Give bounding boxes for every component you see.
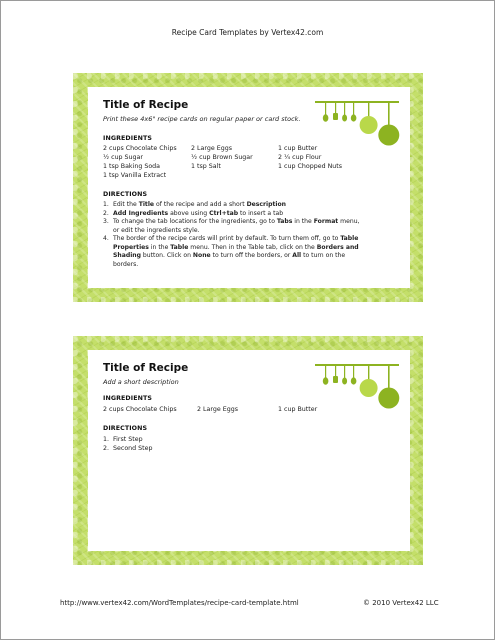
direction-step-1[interactable]: 1. Edit the Title of the recipe and add a short Description <box>103 201 286 208</box>
directions-list <box>103 201 365 269</box>
direction-text-run: To change the tab locations for the ingredients, go to <box>113 218 277 225</box>
direction-text-run: button. Click on <box>141 252 193 259</box>
ingredient-item[interactable]: 2 Large Eggs <box>191 145 232 152</box>
footer-copyright: © 2010 Vertex42 LLC <box>363 599 439 607</box>
recipe-title[interactable]: Title of Recipe <box>103 362 189 374</box>
hanging-utensils-icon <box>313 360 401 420</box>
recipe-card-2 <box>73 336 423 565</box>
footer-url-link[interactable]: http://www.vertex42.com/WordTemplates/recipe-card-template.html <box>60 599 299 607</box>
direction-text-run: Title <box>138 201 155 208</box>
direction-step-3[interactable]: 3. To change the tab locations for the ingredients, go to Tabs in the Format menu, or edit the ingredients style. <box>103 218 360 234</box>
ingredient-item[interactable]: 2 cups Chocolate Chips <box>103 145 177 152</box>
direction-step-4[interactable]: 4. The border of the recipe cards will print by default. To turn them off, go to Table Properties in the Table menu. Then in the Table tab, click on the Borders and Shading button. Click on None to turn off the borders, or All to turn on the borders. <box>103 235 359 268</box>
direction-text-run: Table Properties <box>113 235 359 251</box>
ingredient-item[interactable]: 1 cup Butter <box>278 145 318 152</box>
direction-text-run: to insert a tab <box>238 209 284 217</box>
recipe-description[interactable]: Print these 4x6" recipe cards on regular paper or card stock. <box>103 115 301 123</box>
direction-text-run: The border of the recipe cards will print by default. To turn them off, go to <box>113 235 341 242</box>
ingredients-heading: INGREDIENTS <box>103 395 153 402</box>
direction-text-run: None <box>192 252 211 259</box>
hanging-utensils-icon <box>313 97 401 157</box>
direction-text-run: Ingredients <box>128 209 169 217</box>
recipe-card-1 <box>73 73 423 302</box>
ingredient-item[interactable]: 1 cup Chopped Nuts <box>278 163 343 170</box>
direction-text-run: to turn on the borders. <box>113 252 346 268</box>
direction-text-run: Format <box>313 218 339 225</box>
direction-text-run: All <box>292 252 302 259</box>
ingredient-item[interactable]: 2 Large Eggs <box>197 406 238 413</box>
direction-text-run: Description <box>246 201 286 208</box>
ingredient-item[interactable]: ½ cup Brown Sugar <box>191 154 253 161</box>
direction-text-run: Borders and Shading <box>113 243 359 259</box>
direction-text-run: in the <box>292 218 314 225</box>
ingredient-item[interactable]: 2 cups Chocolate Chips <box>103 406 177 413</box>
direction-text-run: Tabs <box>276 218 293 225</box>
direction-text-run: to turn off the borders, or <box>210 252 293 259</box>
direction-text-run: above using <box>168 209 210 217</box>
direction-text-run: Add <box>113 209 129 217</box>
direction-text-run: of the recipe and add a short <box>154 201 247 208</box>
direction-text-run: in the <box>148 243 171 251</box>
directions-list <box>103 435 153 453</box>
direction-text-run: Table <box>170 243 189 251</box>
ingredient-item[interactable]: 2 ¼ cup Flour <box>278 154 322 161</box>
direction-text-run: menu, or edit the ingredients style. <box>113 218 360 234</box>
recipe-card-1-content <box>88 87 410 288</box>
directions-heading: DIRECTIONS <box>103 191 148 198</box>
ingredient-item[interactable]: 1 tsp Baking Soda <box>103 163 161 170</box>
directions-heading: DIRECTIONS <box>103 425 148 432</box>
direction-text-run: menu. Then in the Table tab, click on the <box>188 243 317 251</box>
page-header: Recipe Card Templates by Vertex42.com <box>171 28 324 37</box>
direction-step-1[interactable]: 1. First Step <box>103 436 143 443</box>
ingredient-item[interactable]: ½ cup Sugar <box>103 154 143 161</box>
ingredient-item[interactable]: 1 tsp Vanilla Extract <box>103 172 167 179</box>
direction-text-run: Ctrl+tab <box>209 209 239 217</box>
direction-step-2[interactable]: 2. Add Ingredients above using Ctrl+tab to insert a tab <box>103 209 284 217</box>
ingredient-item[interactable]: 1 cup Butter <box>278 406 318 413</box>
recipe-title[interactable]: Title of Recipe <box>103 99 189 111</box>
ingredients-heading: INGREDIENTS <box>103 135 153 142</box>
ingredient-item[interactable]: 1 tsp Salt <box>191 163 221 170</box>
recipe-description[interactable]: Add a short description <box>103 378 179 386</box>
recipe-card-2-content <box>88 350 410 551</box>
direction-text-run: Edit the <box>113 201 139 208</box>
direction-step-2[interactable]: 2. Second Step <box>103 445 153 452</box>
